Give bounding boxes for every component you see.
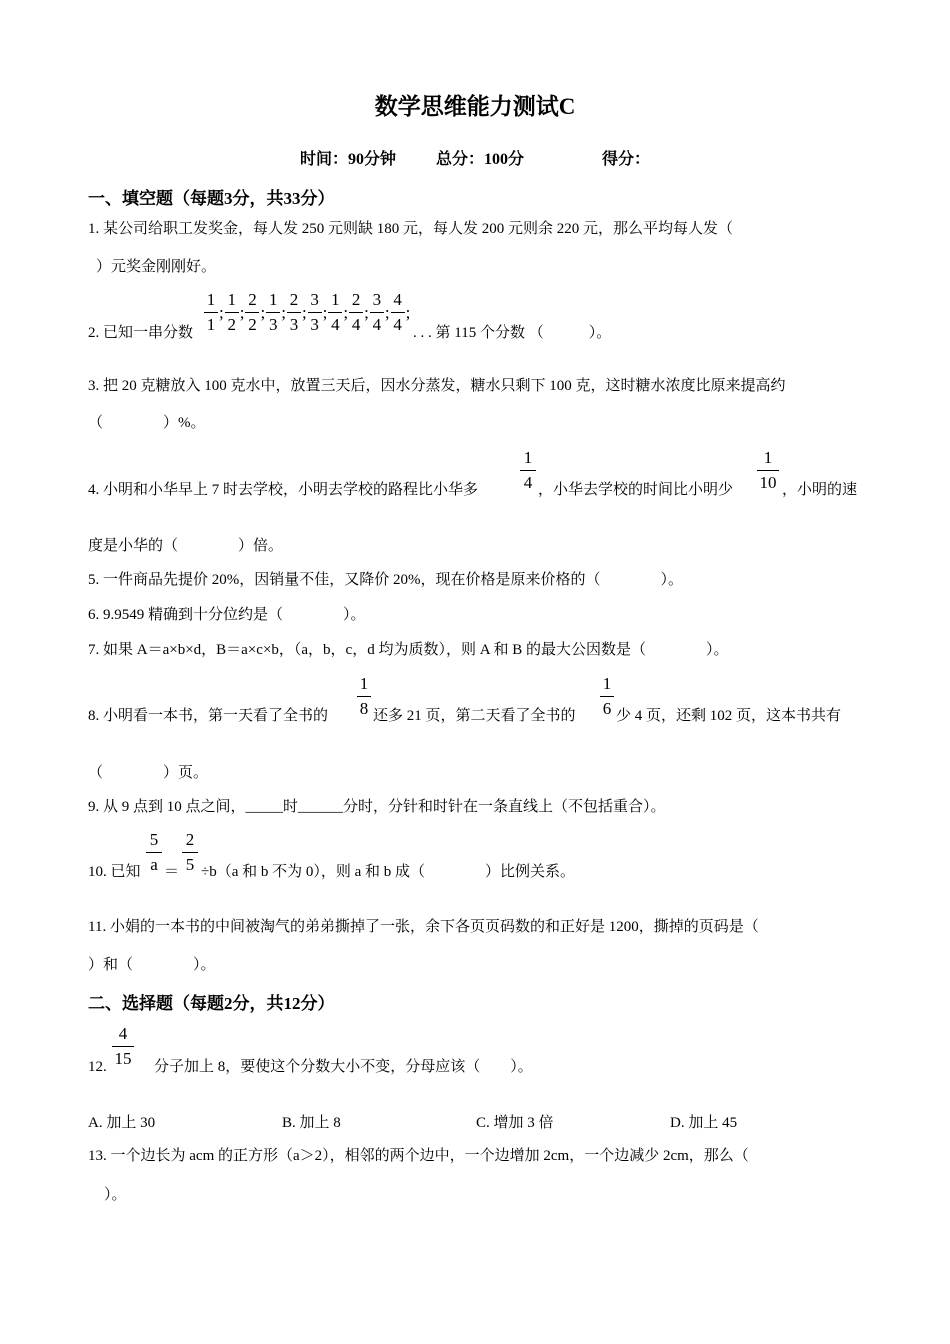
question-10-suffix: ÷b（a 和 b 不为 0），则 a 和 b 成（ ）比例关系。 — [201, 864, 576, 880]
sequence-fraction: $\frac{1}{2}$ — [225, 290, 239, 335]
question-4-line-2: 度是小华的（ ）倍。 — [88, 538, 284, 554]
question-8-part-1: 8. 小明看一本书，第一天看了全书的 — [88, 708, 329, 724]
section-2-heading: 二、选择题（每题2分，共12分） — [88, 994, 335, 1013]
question-8-line-2: （ ）页。 — [88, 765, 209, 781]
question-8-part-3: 少 4 页，还剩 102 页，这本书共有 — [616, 708, 842, 724]
option-b: B. 加上 8 — [282, 1115, 341, 1131]
question-11-line-1: 11. 小娟的一本书的中间被淘气的弟弟撕掉了一张，余下各页页码数的和正好是 1200，撕掉的页码是（ — [88, 919, 759, 935]
q10-fraction-2: 2 5 — [182, 830, 198, 875]
question-6: 6. 9.9549 精确到十分位约是（ ）。 — [88, 607, 366, 623]
option-a: A. 加上 30 — [88, 1115, 156, 1131]
question-12-text: 分子加上 8，要使这个分数大小不变，分母应该（ ）。 — [154, 1059, 533, 1075]
question-12-prefix: 12. — [88, 1059, 107, 1075]
section-1-heading: 一、填空题（每题3分，共33分） — [88, 189, 335, 208]
sequence-fraction: $\frac{2}{3}$ — [287, 290, 301, 335]
sequence-fraction: $\frac{2}{4}$ — [349, 290, 363, 335]
question-3-line-1: 3. 把 20 克糖放入 100 克水中，放置三天后，因水分蒸发，糖水只剩下 100 克，这时糖水浓度比原来提高约 — [88, 378, 786, 394]
question-10-prefix: 10. 已知 — [88, 864, 141, 880]
score-label: 得分： — [602, 151, 651, 168]
sequence-fraction: $\frac{4}{4}$ — [391, 290, 405, 335]
question-13-line-2: ）。 — [104, 1187, 127, 1203]
sequence-fraction: $\frac{1}{4}$ — [328, 290, 342, 335]
question-4-part-1: 4. 小明和小华早上 7 时去学校，小明去学校的路程比小华多 — [88, 482, 479, 498]
question-7: 7. 如果 A＝a×b×d，B＝a×c×b，（a，b，c，d 均为质数），则 A 和 B 的最大公因数是（ ）。 — [88, 642, 729, 658]
option-c: C. 增加 3 倍 — [476, 1115, 554, 1131]
sequence-fraction: $\frac{2}{2}$ — [245, 290, 259, 335]
question-3-line-2: （ ）%。 — [88, 415, 206, 431]
question-1-line-2: ）元奖金刚刚好。 — [96, 259, 217, 275]
q4-fraction-2: 1 10 — [757, 448, 779, 493]
sequence-fraction: $\frac{3}{3}$ — [308, 290, 322, 335]
fraction-sequence: $\frac{1}{1}$ ; $\frac{1}{2}$ ; $\frac{2}{2}$ ; $\frac{1}{3}$ ; $\frac{2}{3}$ ; $\frac{3}{3}$ ; $\frac{1}{4}$ ; $\frac{2}{4}$ ; $\frac{3}{4}$ ; $\frac{4}{4}$ ; — [204, 290, 411, 335]
sequence-fraction: $\frac{1}{1}$ — [204, 290, 218, 335]
sequence-fraction: $\frac{1}{3}$ — [266, 290, 280, 335]
q8-fraction-2: 1 6 — [600, 674, 614, 719]
sequence-fraction: $\frac{3}{4}$ — [370, 290, 384, 335]
q8-fraction-1: 1 8 — [357, 674, 371, 719]
time-label: 时间：90分钟 — [299, 151, 396, 168]
total-score-label: 总分：100分 — [435, 151, 524, 168]
question-13-line-1: 13. 一个边长为 acm 的正方形（a＞2），相邻的两个边中，一个边增加 2cm，一个边减少 2cm，那么（ — [88, 1148, 749, 1164]
q12-fraction: 4 15 — [112, 1024, 134, 1069]
question-9: 9. 从 9 点到 10 点之间，_____时______分时，分针和时针在一条直线上（不包括重合）。 — [88, 799, 666, 815]
question-11-line-2: ）和（ ）。 — [88, 957, 216, 973]
q4-fraction-1: 1 4 — [520, 448, 536, 493]
question-5: 5. 一件商品先提价 20%，因销量不佳，又降价 20%，现在价格是原来价格的（ ）。 — [88, 572, 683, 588]
question-4-part-2: ，小华去学校的时间比小明少 — [538, 482, 734, 498]
question-2-suffix: . . . 第 115 个分数 （ ）。 — [413, 325, 612, 341]
exam-meta — [0, 146, 950, 169]
option-d: D. 加上 45 — [670, 1115, 738, 1131]
question-8-part-2: 还多 21 页，第二天看了全书的 — [373, 708, 576, 724]
q10-equals: ＝ — [164, 864, 180, 880]
question-2-prefix: 2. 已知一串分数 — [88, 325, 194, 341]
question-1-line-1: 1. 某公司给职工发奖金，每人发 250 元则缺 180 元，每人发 200 元则余 220 元，那么平均每人发（ — [88, 221, 734, 237]
page-title: 数学思维能力测试C — [374, 94, 576, 119]
question-4-part-3: ，小明的速 — [782, 482, 858, 498]
q10-fraction-1: 5 a — [146, 830, 162, 875]
